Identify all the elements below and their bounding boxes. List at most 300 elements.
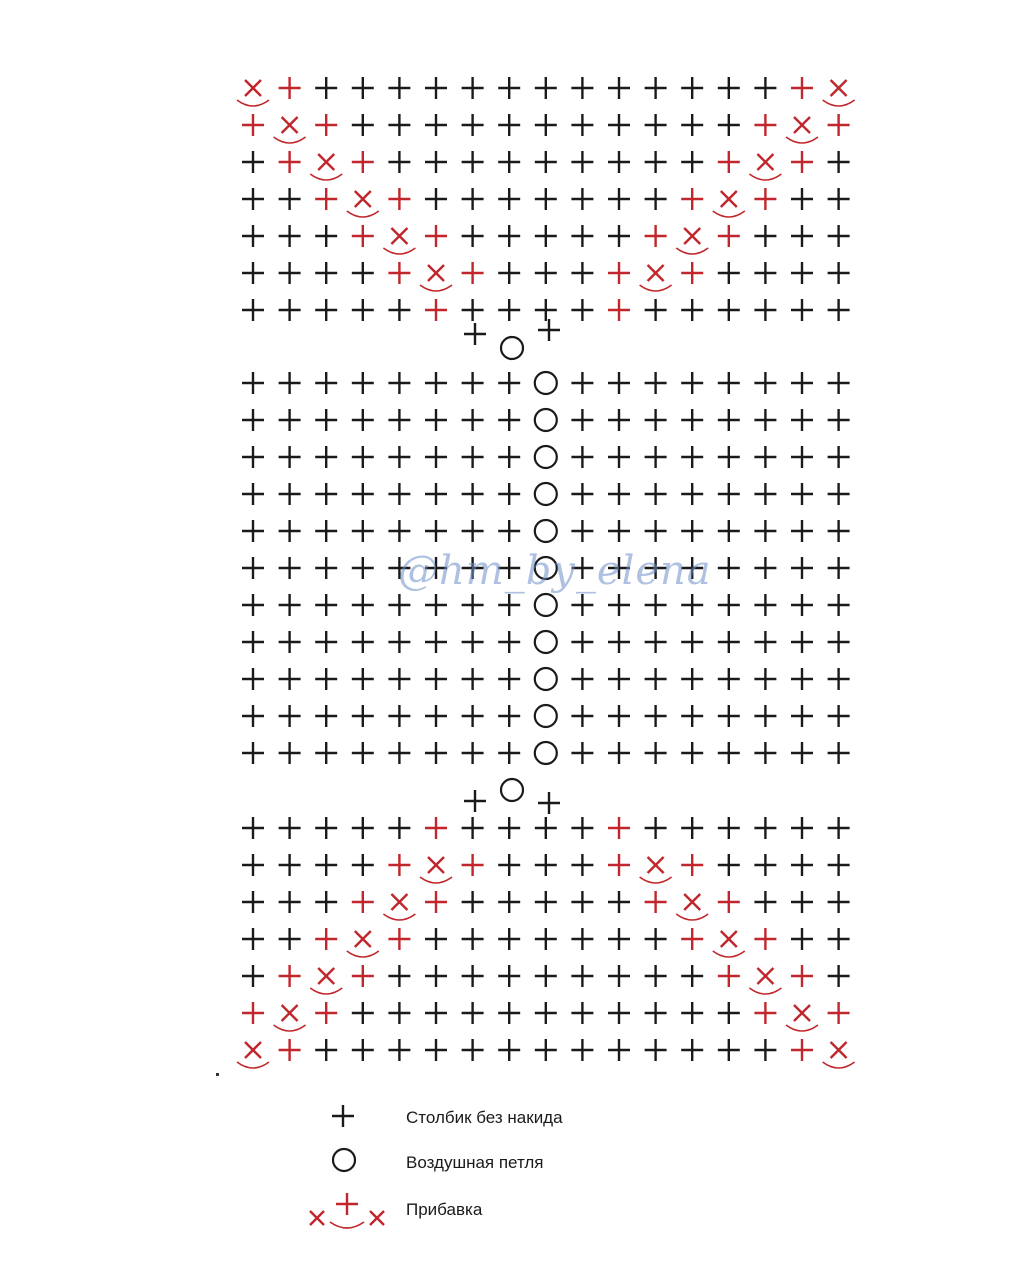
single-crochet-stitch — [535, 928, 557, 950]
single-crochet-stitch — [352, 262, 374, 284]
increase-x-stitch — [794, 117, 810, 133]
increase-stitch — [242, 114, 264, 136]
single-crochet-stitch — [645, 299, 667, 321]
single-crochet-stitch — [538, 319, 560, 341]
single-crochet-stitch — [754, 557, 776, 579]
increase-icon — [300, 1192, 400, 1232]
single-crochet-stitch — [535, 262, 557, 284]
circle-icon — [300, 1145, 400, 1185]
single-crochet-stitch — [608, 965, 630, 987]
single-crochet-stitch — [242, 188, 264, 210]
single-crochet-stitch — [828, 557, 850, 579]
single-crochet-stitch — [425, 705, 447, 727]
single-crochet-stitch — [608, 928, 630, 950]
single-crochet-stitch — [464, 323, 486, 345]
single-crochet-stitch — [645, 928, 667, 950]
single-crochet-stitch — [608, 594, 630, 616]
single-crochet-stitch — [828, 965, 850, 987]
single-crochet-stitch — [242, 742, 264, 764]
single-crochet-stitch — [498, 928, 520, 950]
single-crochet-stitch — [828, 928, 850, 950]
single-crochet-stitch — [828, 817, 850, 839]
single-crochet-stitch — [681, 668, 703, 690]
single-crochet-stitch — [828, 483, 850, 505]
single-crochet-stitch — [279, 891, 301, 913]
single-crochet-stitch — [645, 483, 667, 505]
single-crochet-stitch — [242, 817, 264, 839]
single-crochet-stitch — [571, 668, 593, 690]
increase-stitch — [754, 928, 776, 950]
single-crochet-stitch — [681, 631, 703, 653]
single-crochet-stitch — [352, 520, 374, 542]
increase-arc — [676, 914, 708, 920]
single-crochet-stitch — [791, 299, 813, 321]
single-crochet-stitch — [462, 928, 484, 950]
single-crochet-stitch — [498, 188, 520, 210]
single-crochet-stitch — [425, 188, 447, 210]
increase-x-stitch — [245, 80, 261, 96]
single-crochet-stitch — [535, 188, 557, 210]
legend-label: Прибавка — [406, 1200, 483, 1219]
increase-x-stitch — [318, 968, 334, 984]
single-crochet-stitch — [791, 631, 813, 653]
single-crochet-stitch — [242, 299, 264, 321]
single-crochet-stitch — [498, 1039, 520, 1061]
single-crochet-stitch — [535, 77, 557, 99]
increase-arc — [786, 137, 818, 143]
single-crochet-stitch — [279, 817, 301, 839]
increase-stitch — [388, 928, 410, 950]
single-crochet-stitch — [828, 594, 850, 616]
single-crochet-stitch — [279, 225, 301, 247]
single-crochet-stitch — [718, 668, 740, 690]
single-crochet-stitch — [754, 299, 776, 321]
single-crochet-stitch — [279, 928, 301, 950]
single-crochet-stitch — [645, 1002, 667, 1024]
single-crochet-stitch — [388, 668, 410, 690]
increase-x-stitch — [391, 228, 407, 244]
single-crochet-stitch — [279, 188, 301, 210]
single-crochet-stitch — [498, 225, 520, 247]
single-crochet-stitch — [645, 1039, 667, 1061]
watermark-text: @hm_by_elena — [398, 548, 712, 594]
increase-arc — [749, 174, 781, 180]
increase-arc — [786, 1025, 818, 1031]
single-crochet-stitch — [462, 114, 484, 136]
single-crochet-stitch — [242, 668, 264, 690]
single-crochet-stitch — [571, 631, 593, 653]
single-crochet-stitch — [571, 817, 593, 839]
single-crochet-stitch — [498, 151, 520, 173]
single-crochet-stitch — [498, 409, 520, 431]
increase-arc — [823, 1062, 855, 1068]
single-crochet-stitch — [425, 483, 447, 505]
single-crochet-stitch — [571, 965, 593, 987]
increase-stitch — [754, 188, 776, 210]
dot-mark — [216, 1073, 219, 1076]
single-crochet-stitch — [571, 483, 593, 505]
single-crochet-stitch — [388, 409, 410, 431]
single-crochet-stitch — [608, 409, 630, 431]
single-crochet-stitch — [571, 928, 593, 950]
single-crochet-stitch — [681, 114, 703, 136]
single-crochet-stitch — [718, 372, 740, 394]
single-crochet-stitch — [462, 817, 484, 839]
single-crochet-stitch — [498, 520, 520, 542]
increase-x-stitch — [684, 894, 700, 910]
single-crochet-stitch — [754, 1039, 776, 1061]
single-crochet-stitch — [571, 188, 593, 210]
single-crochet-stitch — [828, 188, 850, 210]
single-crochet-stitch — [681, 965, 703, 987]
single-crochet-stitch — [791, 668, 813, 690]
single-crochet-stitch — [498, 705, 520, 727]
increase-stitch — [791, 1039, 813, 1061]
single-crochet-stitch — [828, 742, 850, 764]
single-crochet-stitch — [425, 742, 447, 764]
single-crochet-stitch — [608, 1002, 630, 1024]
single-crochet-stitch — [462, 742, 484, 764]
single-crochet-stitch — [791, 928, 813, 950]
single-crochet-stitch — [388, 114, 410, 136]
increase-arc — [713, 211, 745, 217]
single-crochet-stitch — [608, 520, 630, 542]
single-crochet-stitch — [791, 557, 813, 579]
chain-stitch — [535, 446, 557, 468]
single-crochet-stitch — [498, 891, 520, 913]
plus-icon — [300, 1100, 400, 1140]
single-crochet-stitch — [718, 1039, 740, 1061]
single-crochet-stitch — [352, 299, 374, 321]
single-crochet-stitch — [388, 594, 410, 616]
single-crochet-stitch — [608, 631, 630, 653]
single-crochet-stitch — [498, 817, 520, 839]
increase-stitch — [791, 965, 813, 987]
increase-stitch — [828, 114, 850, 136]
chain-stitch — [535, 372, 557, 394]
single-crochet-stitch — [352, 557, 374, 579]
single-crochet-stitch — [352, 1002, 374, 1024]
single-crochet-stitch — [538, 792, 560, 814]
single-crochet-stitch — [242, 891, 264, 913]
single-crochet-stitch — [498, 594, 520, 616]
single-crochet-stitch — [388, 372, 410, 394]
increase-arc — [640, 877, 672, 883]
increase-arc — [383, 914, 415, 920]
single-crochet-stitch — [352, 372, 374, 394]
single-crochet-stitch — [279, 372, 301, 394]
increase-stitch — [645, 891, 667, 913]
single-crochet-stitch — [571, 1039, 593, 1061]
single-crochet-stitch — [388, 299, 410, 321]
increase-stitch — [828, 1002, 850, 1024]
single-crochet-stitch — [498, 1002, 520, 1024]
single-crochet-stitch — [315, 631, 337, 653]
single-crochet-stitch — [645, 409, 667, 431]
increase-stitch — [425, 891, 447, 913]
single-crochet-stitch — [791, 854, 813, 876]
single-crochet-stitch — [425, 372, 447, 394]
increase-x-stitch — [831, 1042, 847, 1058]
single-crochet-stitch — [462, 151, 484, 173]
single-crochet-stitch — [681, 1039, 703, 1061]
single-crochet-stitch — [315, 668, 337, 690]
single-crochet-stitch — [315, 299, 337, 321]
single-crochet-stitch — [498, 446, 520, 468]
single-crochet-stitch — [388, 742, 410, 764]
single-crochet-stitch — [645, 520, 667, 542]
single-crochet-stitch — [498, 114, 520, 136]
single-crochet-stitch — [754, 483, 776, 505]
single-crochet-stitch — [608, 668, 630, 690]
increase-x-stitch — [355, 931, 371, 947]
single-crochet-stitch — [462, 668, 484, 690]
increase-stitch — [388, 262, 410, 284]
increase-x-stitch — [684, 228, 700, 244]
single-crochet-stitch — [498, 742, 520, 764]
single-crochet-stitch — [754, 372, 776, 394]
single-crochet-stitch — [242, 409, 264, 431]
single-crochet-stitch — [571, 742, 593, 764]
single-crochet-stitch — [315, 483, 337, 505]
single-crochet-stitch — [791, 409, 813, 431]
single-crochet-stitch — [645, 594, 667, 616]
single-crochet-stitch — [828, 854, 850, 876]
single-crochet-stitch — [498, 483, 520, 505]
single-crochet-stitch — [645, 114, 667, 136]
increase-arc — [310, 988, 342, 994]
single-crochet-stitch — [425, 520, 447, 542]
single-crochet-stitch — [352, 817, 374, 839]
chain-stitch — [535, 742, 557, 764]
chain-stitch — [535, 409, 557, 431]
increase-stitch — [608, 299, 630, 321]
increase-stitch — [608, 854, 630, 876]
single-crochet-stitch — [462, 409, 484, 431]
increase-stitch — [718, 891, 740, 913]
single-crochet-stitch — [571, 854, 593, 876]
single-crochet-stitch — [242, 854, 264, 876]
single-crochet-stitch — [315, 262, 337, 284]
single-crochet-stitch — [388, 483, 410, 505]
single-crochet-stitch — [425, 1039, 447, 1061]
increase-stitch — [791, 151, 813, 173]
single-crochet-stitch — [535, 1002, 557, 1024]
single-crochet-stitch — [462, 188, 484, 210]
single-crochet-stitch — [718, 854, 740, 876]
increase-stitch — [608, 817, 630, 839]
single-crochet-stitch — [754, 520, 776, 542]
increase-x-stitch — [282, 1005, 298, 1021]
single-crochet-stitch — [828, 372, 850, 394]
single-crochet-stitch — [242, 557, 264, 579]
increase-stitch — [608, 262, 630, 284]
single-crochet-stitch — [791, 817, 813, 839]
single-crochet-stitch — [754, 262, 776, 284]
single-crochet-stitch — [718, 446, 740, 468]
increase-x-stitch — [648, 265, 664, 281]
single-crochet-stitch — [681, 705, 703, 727]
single-crochet-stitch — [279, 742, 301, 764]
single-crochet-stitch — [608, 1039, 630, 1061]
single-crochet-stitch — [791, 262, 813, 284]
single-crochet-stitch — [425, 1002, 447, 1024]
single-crochet-stitch — [388, 1002, 410, 1024]
single-crochet-stitch — [279, 520, 301, 542]
single-crochet-stitch — [608, 114, 630, 136]
single-crochet-stitch — [535, 817, 557, 839]
increase-stitch — [315, 1002, 337, 1024]
single-crochet-stitch — [571, 594, 593, 616]
single-crochet-stitch — [571, 372, 593, 394]
single-crochet-stitch — [315, 446, 337, 468]
increase-stitch — [462, 854, 484, 876]
single-crochet-stitch — [498, 299, 520, 321]
increase-stitch — [425, 225, 447, 247]
single-crochet-stitch — [571, 520, 593, 542]
single-crochet-stitch — [718, 114, 740, 136]
single-crochet-stitch — [608, 372, 630, 394]
increase-stitch — [279, 1039, 301, 1061]
single-crochet-stitch — [608, 225, 630, 247]
single-crochet-stitch — [279, 483, 301, 505]
single-crochet-stitch — [608, 77, 630, 99]
single-crochet-stitch — [571, 705, 593, 727]
single-crochet-stitch — [608, 188, 630, 210]
single-crochet-stitch — [718, 594, 740, 616]
single-crochet-stitch — [279, 557, 301, 579]
legend-label: Воздушная петля — [406, 1153, 544, 1172]
single-crochet-stitch — [828, 891, 850, 913]
single-crochet-stitch — [535, 299, 557, 321]
single-crochet-stitch — [718, 705, 740, 727]
single-crochet-stitch — [754, 225, 776, 247]
increase-stitch — [754, 114, 776, 136]
single-crochet-stitch — [242, 151, 264, 173]
single-crochet-stitch — [571, 225, 593, 247]
single-crochet-stitch — [791, 446, 813, 468]
single-crochet-stitch — [681, 483, 703, 505]
single-crochet-stitch — [535, 854, 557, 876]
single-crochet-stitch — [315, 557, 337, 579]
single-crochet-stitch — [608, 891, 630, 913]
single-crochet-stitch — [681, 299, 703, 321]
increase-stitch — [425, 299, 447, 321]
single-crochet-stitch — [462, 77, 484, 99]
single-crochet-stitch — [425, 928, 447, 950]
single-crochet-stitch — [315, 594, 337, 616]
single-crochet-stitch — [462, 705, 484, 727]
single-crochet-stitch — [462, 891, 484, 913]
single-crochet-stitch — [498, 668, 520, 690]
single-crochet-stitch — [388, 520, 410, 542]
increase-stitch — [681, 188, 703, 210]
single-crochet-stitch — [791, 705, 813, 727]
single-crochet-stitch — [608, 742, 630, 764]
increase-stitch — [352, 225, 374, 247]
single-crochet-stitch — [571, 114, 593, 136]
single-crochet-stitch — [425, 151, 447, 173]
increase-stitch — [681, 854, 703, 876]
single-crochet-stitch — [571, 409, 593, 431]
increase-x-stitch — [391, 894, 407, 910]
increase-stitch — [352, 965, 374, 987]
single-crochet-stitch — [718, 77, 740, 99]
single-crochet-stitch — [828, 409, 850, 431]
single-crochet-stitch — [242, 631, 264, 653]
increase-x-stitch — [282, 117, 298, 133]
single-crochet-stitch — [828, 446, 850, 468]
single-crochet-stitch — [828, 668, 850, 690]
single-crochet-stitch — [425, 409, 447, 431]
single-crochet-stitch — [315, 742, 337, 764]
single-crochet-stitch — [791, 594, 813, 616]
increase-arc — [420, 877, 452, 883]
single-crochet-stitch — [828, 299, 850, 321]
single-crochet-stitch — [718, 631, 740, 653]
increase-arc — [749, 988, 781, 994]
single-crochet-stitch — [425, 668, 447, 690]
single-crochet-stitch — [571, 151, 593, 173]
increase-x-stitch — [721, 931, 737, 947]
single-crochet-stitch — [718, 299, 740, 321]
single-crochet-stitch — [462, 631, 484, 653]
increase-stitch — [279, 151, 301, 173]
single-crochet-stitch — [681, 817, 703, 839]
single-crochet-stitch — [754, 631, 776, 653]
single-crochet-stitch — [535, 114, 557, 136]
single-crochet-stitch — [754, 742, 776, 764]
single-crochet-stitch — [754, 668, 776, 690]
single-crochet-stitch — [754, 854, 776, 876]
single-crochet-stitch — [754, 817, 776, 839]
single-crochet-stitch — [242, 446, 264, 468]
chain-stitch — [535, 668, 557, 690]
single-crochet-stitch — [425, 114, 447, 136]
single-crochet-stitch — [681, 409, 703, 431]
single-crochet-stitch — [718, 742, 740, 764]
single-crochet-stitch — [571, 262, 593, 284]
single-crochet-stitch — [571, 77, 593, 99]
single-crochet-stitch — [388, 631, 410, 653]
single-crochet-stitch — [242, 928, 264, 950]
single-crochet-stitch — [828, 631, 850, 653]
increase-arc — [420, 285, 452, 291]
single-crochet-stitch — [279, 262, 301, 284]
single-crochet-stitch — [242, 483, 264, 505]
single-crochet-stitch — [498, 965, 520, 987]
increase-arc — [347, 211, 379, 217]
increase-stitch — [681, 928, 703, 950]
single-crochet-stitch — [425, 446, 447, 468]
single-crochet-stitch — [535, 965, 557, 987]
single-crochet-stitch — [681, 372, 703, 394]
increase-stitch — [388, 188, 410, 210]
single-crochet-stitch — [608, 705, 630, 727]
increase-x-stitch — [318, 154, 334, 170]
single-crochet-stitch — [754, 409, 776, 431]
single-crochet-stitch — [645, 372, 667, 394]
increase-x-stitch — [428, 265, 444, 281]
single-crochet-stitch — [791, 742, 813, 764]
increase-stitch — [352, 891, 374, 913]
single-crochet-stitch — [388, 1039, 410, 1061]
increase-x-stitch — [757, 154, 773, 170]
increase-stitch — [315, 188, 337, 210]
single-crochet-stitch — [462, 446, 484, 468]
increase-stitch — [718, 225, 740, 247]
single-crochet-stitch — [462, 1039, 484, 1061]
